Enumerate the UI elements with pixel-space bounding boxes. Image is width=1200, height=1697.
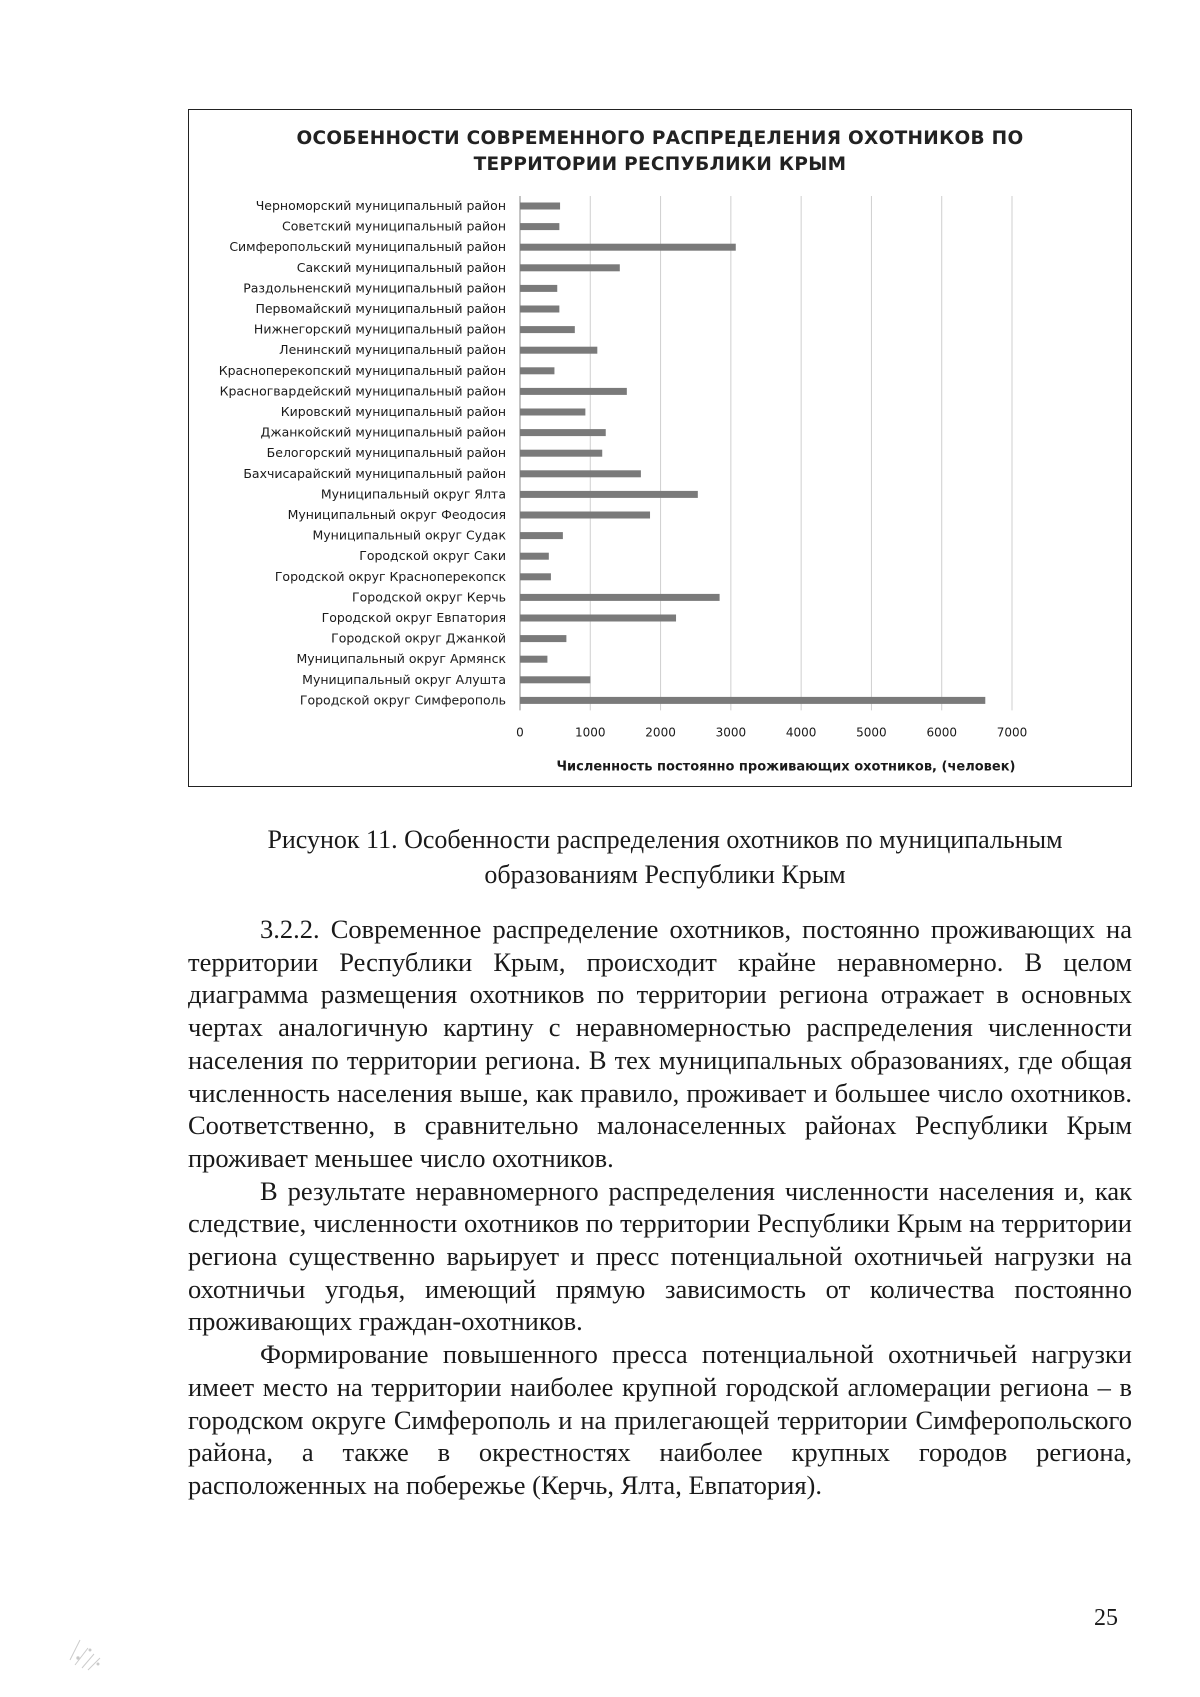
bar (520, 429, 606, 436)
x-axis-title: Численность постоянно проживающих охотников, (человек) (556, 759, 1016, 775)
category-label: Красногвардейский муниципальный район (219, 383, 506, 399)
category-label: Муниципальный округ Ялта (320, 486, 506, 502)
bar (520, 512, 650, 519)
category-label: Городской округ Симферополь (299, 692, 506, 708)
chart-frame (188, 109, 1132, 787)
bar (520, 594, 720, 601)
caption-line-1: Рисунок 11. Особенности распределения охотников по муниципальным (267, 825, 1063, 854)
category-label: Кировский муниципальный район (280, 404, 506, 419)
category-label: Городской округ Саки (359, 548, 506, 564)
paragraph: 3.2.2. Современное распределение охотников, постоянно проживающих на территории Республики Крым, происходит крайне неравномерно. В целом диаграмма размещения охотников по территории региона отражает в основных чертах аналогичную картину с неравномерностью распределения численности населения по территории региона. В тех муниципальных образованиях, где общая численность населения выше, как правило, проживает и большее число охотников. Соответственно, в сравнительно малонаселенных районах Республики Крым проживает меньшее число охотников. (188, 914, 1132, 1173)
page-number: 25 (1094, 1605, 1118, 1631)
bar (520, 656, 547, 663)
category-label: Муниципальный округ Феодосия (287, 507, 506, 522)
x-tick-label: 1000 (575, 725, 606, 740)
category-label: Городской округ Евпатория (321, 610, 506, 625)
category-label: Муниципальный округ Алушта (302, 671, 506, 687)
category-label: Нижнегорский муниципальный район (253, 321, 506, 337)
chart-title-line-1: ОСОБЕННОСТИ СОВРЕМЕННОГО РАСПРЕДЕЛЕНИЯ ОХОТНИКОВ ПО (296, 128, 1024, 149)
bar (520, 635, 566, 642)
bar (520, 676, 590, 683)
bar (520, 553, 549, 560)
caption-line-2: образованиям Республики Крым (484, 860, 846, 889)
x-tick-label: 0 (516, 725, 524, 740)
bar (520, 388, 627, 395)
category-label: Черноморский муниципальный район (255, 198, 506, 213)
category-label: Джанкойский муниципальный район (260, 424, 506, 440)
category-label: Сакский муниципальный район (296, 259, 506, 275)
bar (520, 367, 554, 374)
bar (520, 409, 585, 416)
bar (520, 532, 563, 539)
paragraph: В результате неравномерного распределения численности населения и, как следствие, численности охотников по территории Республики Крым на территории региона существенно варьирует и пресс потенциальной охотничьей нагрузки на охотничьи угодья, имеющий прямую зависимость от количества постоянно проживающих граждан-охотников. (188, 1175, 1132, 1337)
bar (520, 285, 557, 292)
figure-caption (200, 822, 1130, 892)
x-tick-label: 6000 (926, 725, 957, 740)
bar (520, 244, 736, 251)
bar (520, 573, 551, 580)
category-label: Белогорский муниципальный район (266, 445, 506, 461)
category-label: Муниципальный округ Армянск (296, 651, 506, 667)
x-tick-label: 5000 (856, 725, 887, 740)
category-label: Красноперекопский муниципальный район (218, 362, 506, 378)
bar (520, 326, 575, 333)
bar (520, 697, 985, 704)
category-label: Городской округ Красноперекопск (274, 568, 506, 584)
x-tick-label: 7000 (996, 725, 1028, 740)
x-tick-label: 3000 (715, 725, 747, 740)
category-label: Городской округ Керчь (352, 589, 506, 605)
category-label: Бахчисарайский муниципальный район (243, 465, 506, 481)
bar (520, 491, 698, 498)
bar (520, 450, 602, 457)
category-label: Раздольненский муниципальный район (243, 280, 506, 296)
category-label: Симферопольский муниципальный район (229, 239, 506, 255)
category-label: Первомайский муниципальный район (255, 301, 506, 316)
category-label: Ленинский муниципальный район (279, 342, 506, 358)
x-tick-label: 4000 (785, 725, 817, 740)
scan-artifact-mark (60, 1620, 120, 1680)
bar (520, 306, 559, 313)
bar (520, 615, 676, 622)
category-label: Городской округ Джанкой (331, 630, 506, 646)
bar (520, 223, 559, 230)
bar (520, 264, 620, 271)
paragraph: Формирование повышенного пресса потенциальной охотничьей нагрузки имеет место на территории наиболее крупной городской агломерации региона – в городском округе Симферополь и на прилегающей территории Симферопольского района, а также в окрестностях наиболее крупных городов региона, расположенных на побережье (Керчь, Ялта, Евпатория). (188, 1339, 1132, 1500)
bar (520, 470, 641, 477)
chart-title-line-2: ТЕРРИТОРИИ РЕСПУБЛИКИ КРЫМ (473, 154, 847, 175)
bar (520, 347, 597, 354)
bar (520, 203, 560, 210)
bar-chart (189, 110, 1130, 785)
category-label: Муниципальный округ Судак (312, 527, 506, 543)
category-label: Советский муниципальный район (282, 218, 506, 234)
body-text (188, 913, 1132, 1502)
x-tick-label: 2000 (645, 725, 676, 740)
